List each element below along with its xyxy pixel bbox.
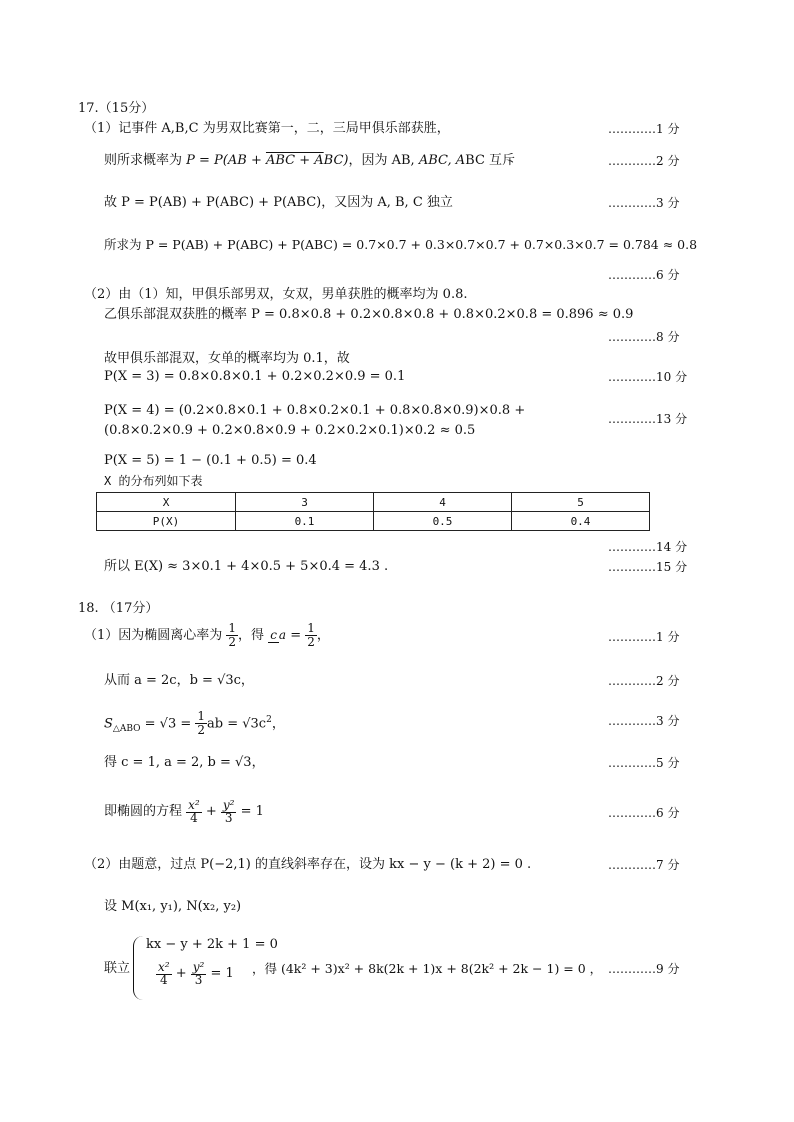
q17-p2-line7: P(X = 5) = 1 − (0.1 + 0.5) = 0.4 (104, 453, 317, 468)
score-18-5: …………5 分 (608, 756, 680, 770)
q17-p2-line4: P(X = 3) = 0.8×0.8×0.1 + 0.2×0.2×0.9 = 0.1 (104, 369, 406, 384)
q18-p1-line2: 从而 a = 2c，b = √3c， (104, 673, 254, 688)
q17-p2-line6: (0.8×0.2×0.9 + 0.2×0.8×0.9 + 0.2×0.2×0.1)×0.2 ≈ 0.5 (104, 423, 476, 438)
table-cell: 4 (374, 493, 512, 512)
q17-p1-line4: 所求为 P = P(AB) + P(ABC) + P(ABC) = 0.7×0.7 + 0.3×0.7×0.7 + 0.7×0.3×0.7 = 0.784 ≈ 0.8 (104, 237, 698, 252)
q18-p1-line4: 得 c = 1, a = 2, b = √3， (104, 755, 265, 770)
table-cell: 3 (236, 493, 374, 512)
table-cell: 0.4 (512, 512, 650, 531)
q17-p1-line1: （1）记事件 A,B,C 为男双比赛第一，二，三局甲俱乐部获胜， (84, 121, 450, 136)
score-10: …………10 分 (608, 370, 688, 384)
score-3: …………3 分 (608, 196, 680, 210)
fraction-y2-over-3: $\frac{\text{y²}}{3}$ (222, 797, 235, 825)
score-8: …………8 分 (608, 330, 680, 344)
score-6: …………6 分 (608, 268, 680, 282)
distribution-caption: X 的分布列如下表 (104, 474, 203, 488)
fraction-x2-over-4-b: $\frac{\text{x²}}{4}$ (158, 959, 170, 987)
fraction-one-half: $\frac{1}{2}$ (228, 621, 237, 649)
q17-p2-line1: （2）由（1）知，甲俱乐部男双，女双，男单获胜的概率均为 0.8. (84, 287, 468, 302)
score-13: …………13 分 (608, 412, 688, 426)
q18-p1-line1: （1）因为椭圆离心率为 $\frac{1}{2}$ ，得 c a = $\frac{1}{2}$ ， (84, 621, 330, 649)
score-18-2: …………2 分 (608, 674, 680, 688)
score-14: …………14 分 (608, 540, 688, 554)
q17-p2-line2: 乙俱乐部混双获胜的概率 P = 0.8×0.8 + 0.2×0.8×0.8 + 0.8×0.2×0.8 = 0.896 ≈ 0.9 (104, 307, 634, 322)
q17-p2-line8: 所以 E(X) ≈ 3×0.1 + 4×0.5 + 5×0.4 = 4.3 . (104, 559, 389, 574)
score-18-7: …………7 分 (608, 858, 680, 872)
table-cell: X (97, 493, 236, 512)
system-brace (133, 936, 144, 1000)
table-row (97, 493, 650, 512)
system-result: ，得 (4k² + 3)x² + 8k(2k + 1)x + 8(2k² + 2k − 1) = 0 ， (252, 961, 603, 976)
score-18-6: …………6 分 (608, 806, 680, 820)
q18-p2-line1: （2）由题意，过点 P(−2,1) 的直线斜率存在，设为 kx − y − (k + 2) = 0 . (84, 857, 532, 872)
table-cell: 0.5 (374, 512, 512, 531)
q17-header: 17.（15分） (78, 101, 155, 116)
fraction-one-half-2: $\frac{1}{2}$ (307, 621, 315, 649)
q18-p2-line2: 设 M(x₁, y₁), N(x₂, y₂) (104, 899, 242, 914)
q17-p1-line3: 故 P = P(AB) + P(ABC) + P(ABC)，又因为 A, B, C 独立 (104, 195, 453, 210)
score-18-3: …………3 分 (608, 714, 680, 728)
score-2: …………2 分 (608, 154, 680, 168)
fraction-c-over-a: c a (270, 628, 287, 642)
score-1: …………1 分 (608, 122, 680, 136)
system-eq-1: kx − y + 2k + 1 = 0 (146, 937, 278, 952)
table-cell: 0.1 (236, 512, 374, 531)
q17-p2-line3: 故甲俱乐部混双，女单的概率均为 0.1，故 (104, 351, 350, 366)
score-15: …………15 分 (608, 560, 688, 574)
fraction-y2-over-3-b: $\frac{\text{y²}}{3}$ (192, 959, 205, 987)
q18-p1-line3: $S_{\triangle ABO} = √3$ = $\frac{1}{2}$ ab = $√3c^2$， (104, 709, 285, 738)
q17-p1-line2: 则所求概率为 P = P(AB + ABC + ABC)，因为 AB, ABC, ABC 互斥 (104, 153, 516, 168)
score-18-9: …………9 分 (608, 962, 680, 976)
q18-lianli: 联立 (104, 961, 131, 976)
system-eq-2: $\frac{\text{x²}}{4}$ + $\frac{\text{y²}}{3}$ = 1 (158, 959, 234, 987)
q17-p2-line5: P(X = 4) = (0.2×0.8×0.1 + 0.8×0.2×0.1 + 0.8×0.8×0.9)×0.8 + (104, 403, 526, 418)
q18-header: 18. （17分） (78, 601, 159, 616)
table-cell: P(X) (97, 512, 236, 531)
score-18-1: …………1 分 (608, 630, 680, 644)
fraction-one-half-3: $\frac{1}{2}$ (197, 709, 206, 738)
fraction-x2-over-4: $\frac{\text{x²}}{4}$ (188, 797, 200, 825)
distribution-table (96, 492, 650, 531)
table-row (97, 512, 650, 531)
table-cell: 5 (512, 493, 650, 512)
q18-p1-line5: 即椭圆的方程 $\frac{\text{x²}}{4}$ + $\frac{\text{y²}}{3}$ = 1 (104, 797, 264, 825)
